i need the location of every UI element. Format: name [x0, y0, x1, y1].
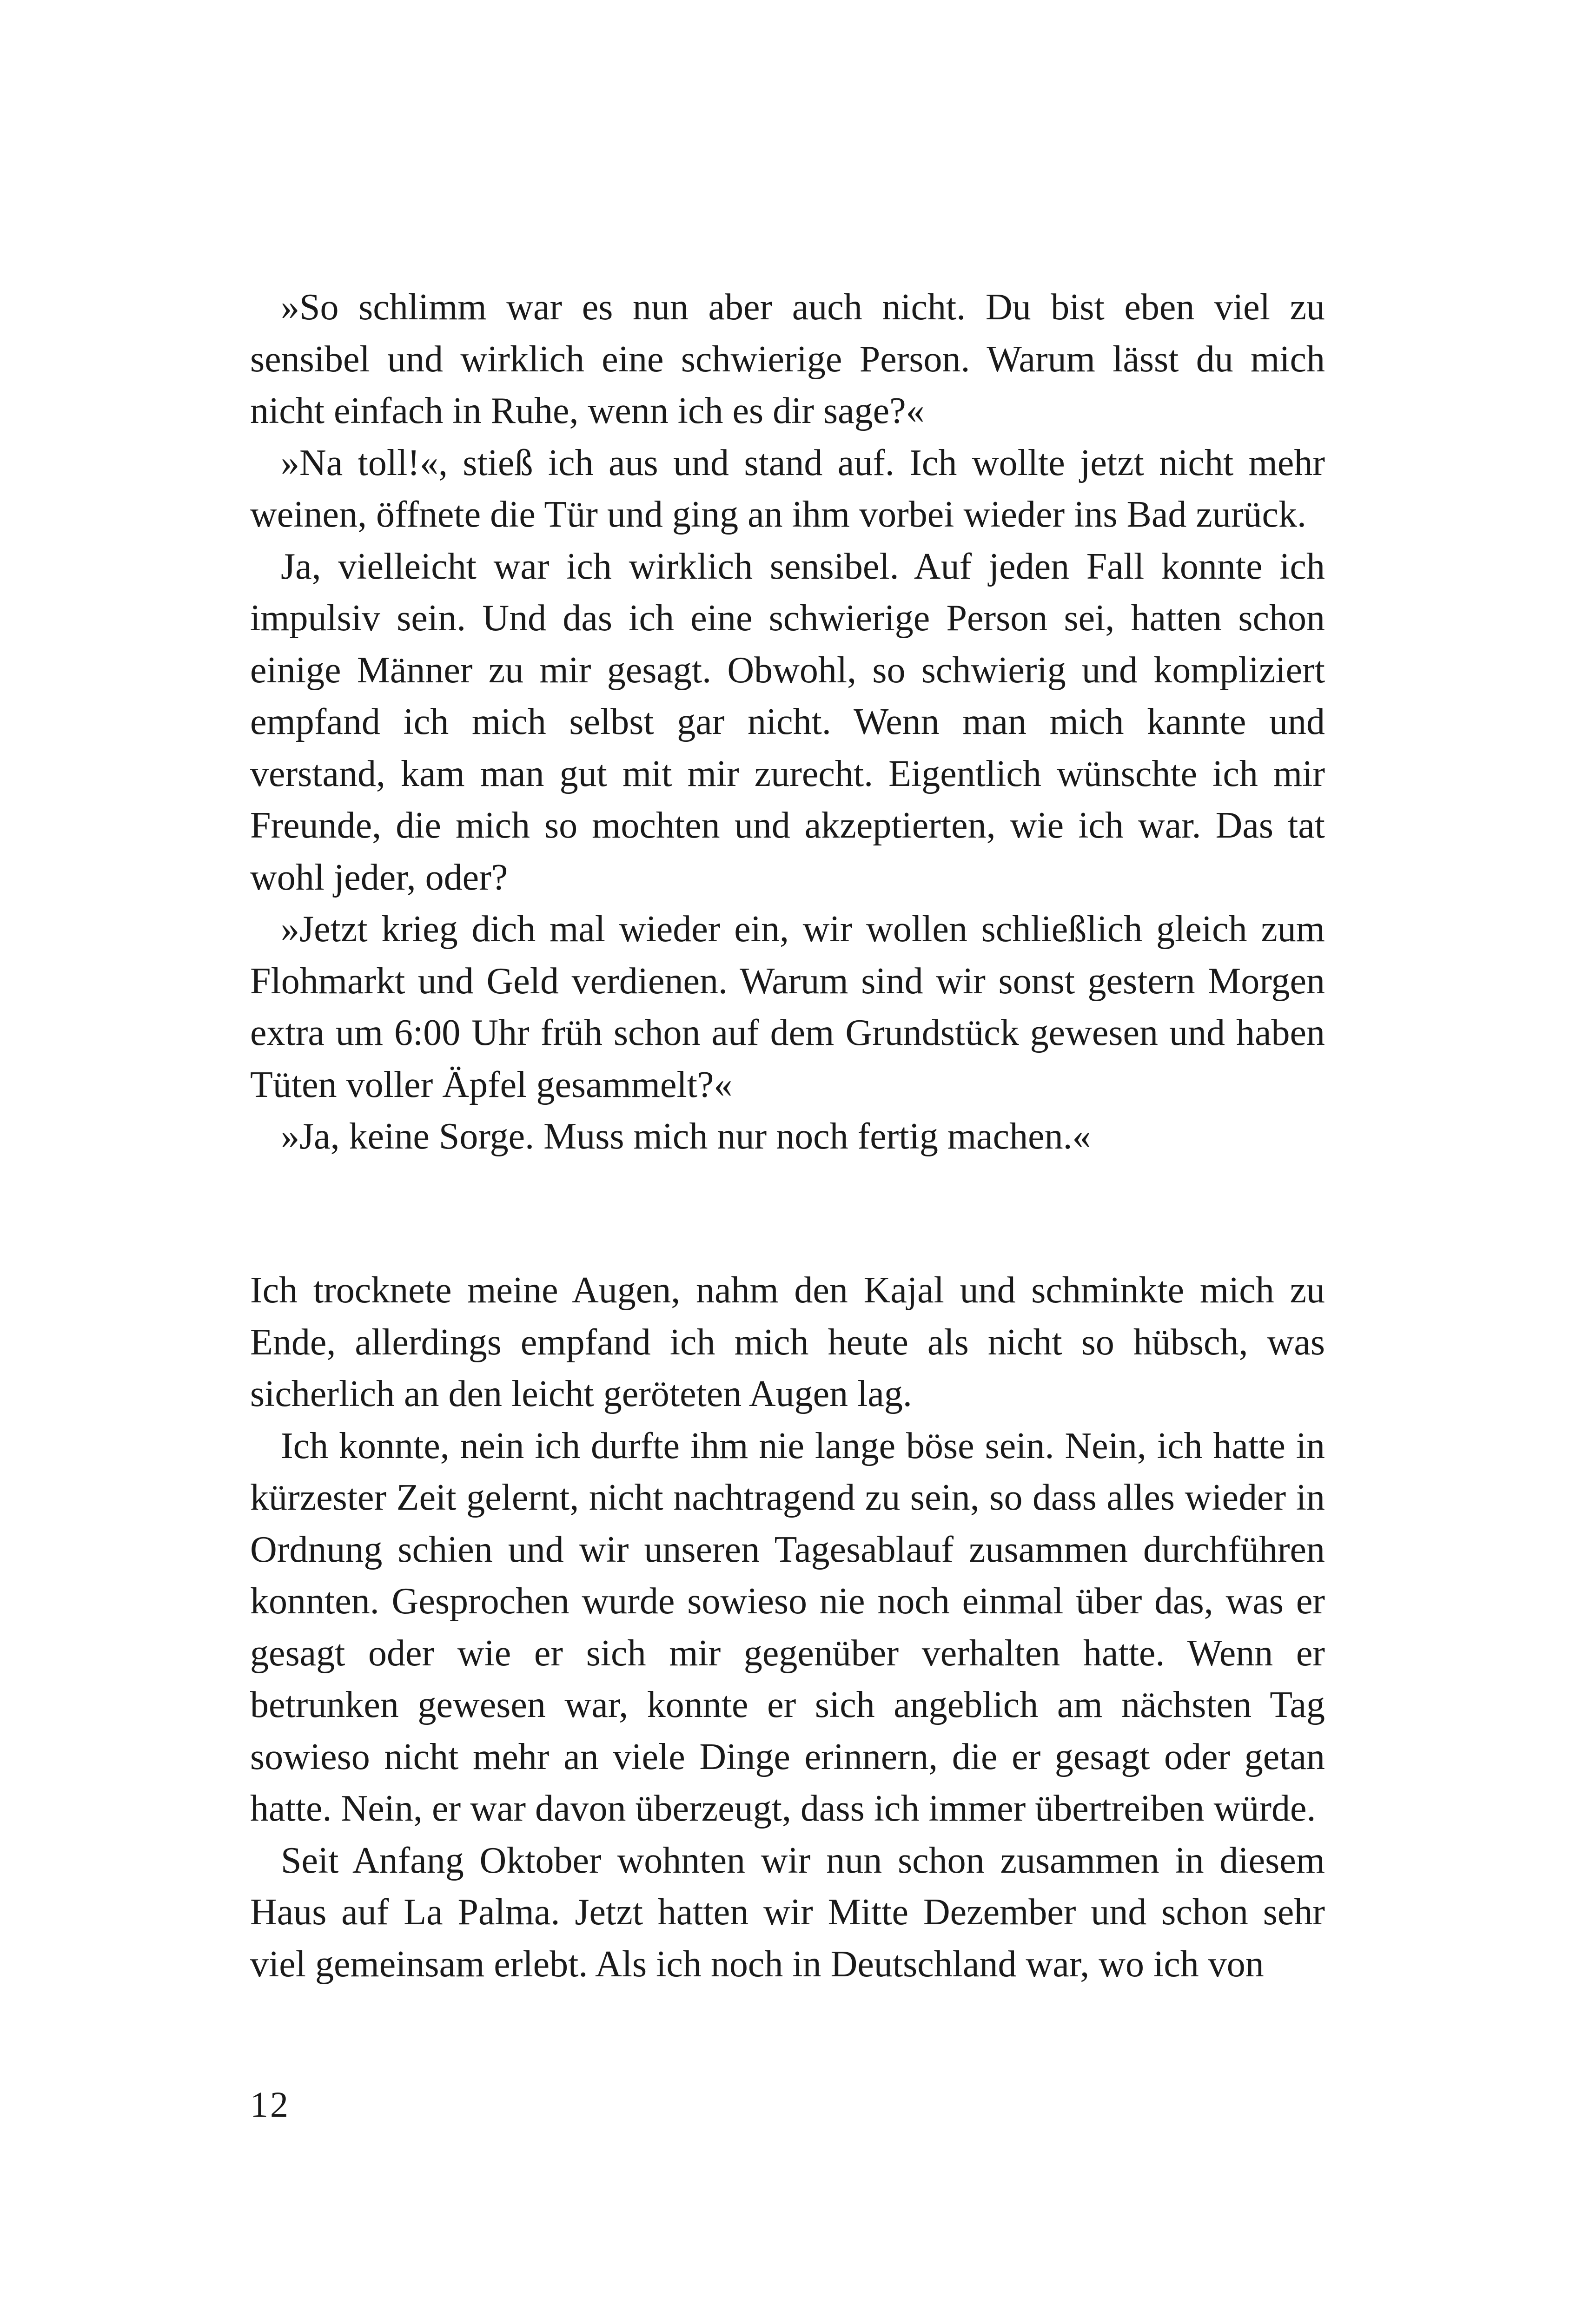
page-number: 12 — [250, 2084, 290, 2125]
paragraph: »Na toll!«, stieß ich aus und stand auf. Ich wollte jetzt nicht mehr weinen, öffnete die Tür und ging an ihm vorbei wieder ins Bad zurück. — [250, 442, 1325, 535]
paragraph: Seit Anfang Oktober wohnten wir nun schon zusammen in diesem Haus auf La Palma. Jetzt hatten wir Mitte Dezember und schon sehr viel gemeinsam erlebt. Als ich noch in Deutschland war, wo ich von — [250, 1840, 1325, 1985]
paragraph: »So schlimm war es nun aber auch nicht. Du bist eben viel zu sensibel und wirklich eine schwierige Person. Warum lässt du mich nicht einfach in Ruhe, wenn ich es dir sage?« — [250, 287, 1325, 431]
paragraph: Ja, vielleicht war ich wirklich sensibel. Auf jeden Fall konnte ich impulsiv sein. Und das ich eine schwierige Person sei, hatten schon einige Männer zu mir gesagt. Obwohl, so schwierig und kompliziert empfand ich mich selbst gar nicht. Wenn man mich kannte und verstand, kam man gut mit mir zurecht. Eigentlich wünschte ich mir Freunde, die mich so mochten und akzeptierten, wie ich war. Das tat wohl jeder, oder? — [250, 546, 1325, 898]
paragraph: »Ja, keine Sorge. Muss mich nur noch fertig machen.« — [281, 1116, 1091, 1157]
paragraph: Ich trocknete meine Augen, nahm den Kajal und schminkte mich zu Ende, allerdings empfand ich mich heute als nicht so hübsch, was sicherlich an den leicht geröteten Augen lag. — [250, 1270, 1325, 1414]
paragraph: »Jetzt krieg dich mal wieder ein, wir wollen schließlich gleich zum Flohmarkt und Geld verdienen. Warum sind wir sonst gestern Morgen extra um 6:00 Uhr früh schon auf dem Grundstück gewesen und haben Tüten voller Äpfel gesammelt?« — [250, 909, 1325, 1105]
text-block-dialogue — [250, 282, 1325, 1163]
text-block-narrative — [250, 1265, 1325, 1990]
paragraph: Ich konnte, nein ich durfte ihm nie lange böse sein. Nein, ich hatte in kürzester Zeit gelernt, nicht nachtragend zu sein, so dass alles wieder in Ordnung schien und wir unseren Tagesablauf zusammen durchführen konnten. Gesprochen wurde sowieso nie noch einmal über das, was er gesagt oder wie er sich mir gegenüber verhalten hatte. Wenn er betrunken gewesen war, konnte er sich angeblich am nächsten Tag sowieso nicht mehr an viele Dinge erinnern, die er gesagt oder getan hatte. Nein, er war davon überzeugt, dass ich immer übertreiben würde. — [250, 1425, 1325, 1829]
